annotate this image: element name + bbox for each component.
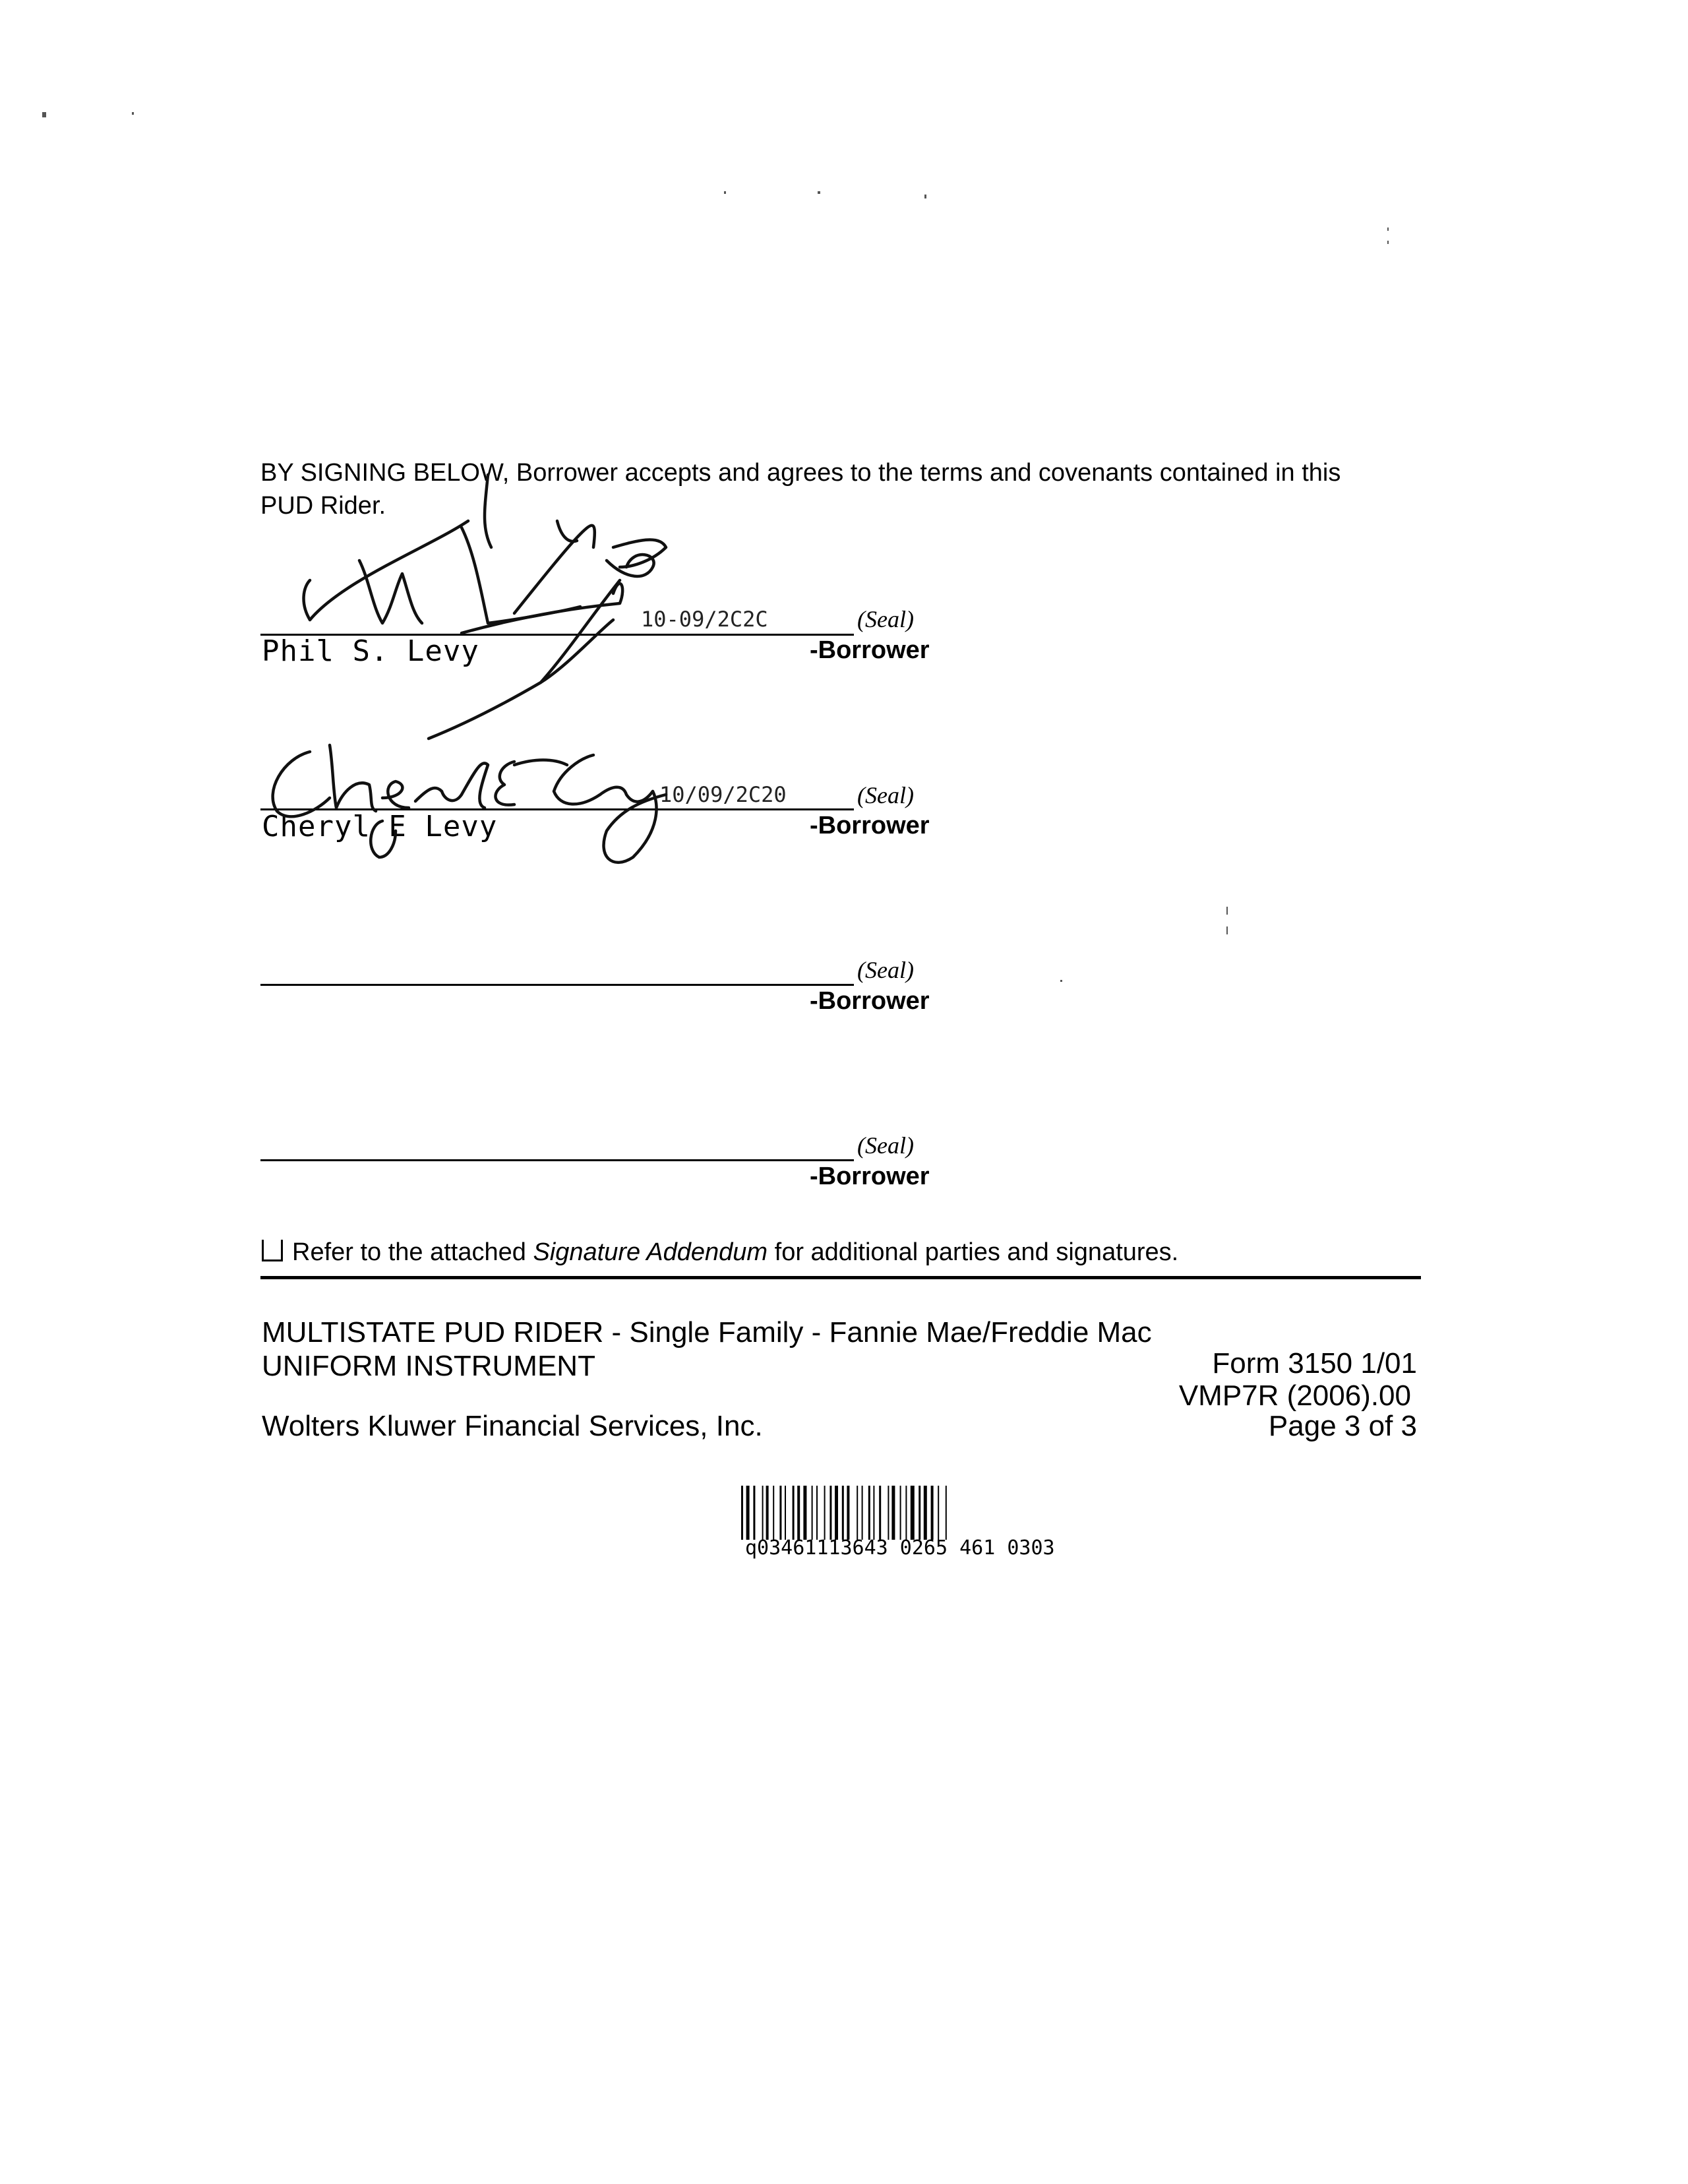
barcode-bar [779, 1486, 781, 1540]
barcode-bar [900, 1486, 901, 1540]
barcode-bar [891, 1486, 895, 1540]
addendum-text-after: for additional parties and signatures. [768, 1238, 1179, 1266]
barcode-bar [938, 1486, 939, 1540]
vmp-code: VMP7R (2006).00 [1178, 1380, 1411, 1412]
scan-speck [132, 112, 134, 115]
page-number: Page 3 of 3 [1268, 1410, 1417, 1442]
barcode-bar [812, 1486, 813, 1540]
barcode-bar [803, 1486, 806, 1540]
barcode-bar [762, 1486, 764, 1540]
scan-speck [1226, 907, 1228, 915]
borrower-name: Phil S. Levy [262, 634, 479, 668]
scan-speck [1060, 980, 1062, 982]
borrower-role-label: -Borrower [810, 987, 930, 1015]
barcode-bar [919, 1486, 920, 1540]
barcode-bar [862, 1486, 863, 1540]
addendum-checkbox[interactable] [262, 1240, 283, 1261]
barcode-bar [857, 1486, 858, 1540]
barcode-bar [785, 1486, 786, 1540]
borrower-role-label: -Borrower [810, 1163, 930, 1190]
barcode-number: q03461113643 0265 461 0303 [745, 1536, 1055, 1560]
barcode-bar [879, 1486, 881, 1540]
barcode-bar [931, 1486, 934, 1540]
barcode-bar [746, 1486, 750, 1540]
publisher: Wolters Kluwer Financial Services, Inc. [262, 1410, 763, 1442]
barcode-bar [829, 1486, 831, 1540]
barcode-bar [873, 1486, 874, 1540]
scan-speck [818, 191, 820, 194]
barcode-bar [868, 1486, 870, 1540]
borrower-role-label: -Borrower [810, 812, 930, 839]
scan-speck [724, 191, 726, 194]
barcode-bar [797, 1486, 800, 1540]
signature-cheryl-levy [273, 745, 666, 863]
signature-addendum-note [262, 1238, 1178, 1267]
barcode-bar [911, 1486, 915, 1540]
barcode-bar [842, 1486, 844, 1540]
scan-speck [924, 195, 926, 198]
barcode-bar [946, 1486, 947, 1540]
barcode-bar [888, 1486, 889, 1540]
borrower-name: Cheryl E Levy [262, 810, 498, 843]
barcode-bar [773, 1486, 774, 1540]
scan-speck [42, 112, 46, 117]
footer-divider [260, 1276, 1421, 1279]
seal-label: (Seal) [857, 957, 914, 983]
seal-label: (Seal) [857, 1132, 914, 1159]
intro-text: Borrower accepts and agrees to the terms and covenants contained in this PUD Rider. [260, 459, 1341, 520]
intro-bold-prefix: BY SIGNING BELOW, [260, 459, 510, 487]
barcode-bar [924, 1486, 927, 1540]
seal-label: (Seal) [857, 606, 914, 632]
scan-speck [1387, 228, 1389, 231]
signature-date: 10-09/2C2C [641, 607, 768, 632]
form-title: MULTISTATE PUD RIDER - Single Family - Fannie Mae/Freddie Mac [262, 1316, 1152, 1349]
barcode-bar [766, 1486, 769, 1540]
barcode-bar [847, 1486, 849, 1540]
barcode-bar [816, 1486, 818, 1540]
barcode-bar [753, 1486, 755, 1540]
intro-paragraph [260, 456, 1395, 522]
signature-date: 10/09/2C20 [659, 782, 787, 807]
seal-label: (Seal) [857, 782, 914, 808]
barcode-bar [824, 1486, 826, 1540]
barcode-bar [793, 1486, 795, 1540]
addendum-text-italic: Signature Addendum [533, 1238, 768, 1266]
barcode-bar [905, 1486, 907, 1540]
form-number: Form 3150 1/01 [1212, 1347, 1417, 1380]
scan-speck [1226, 926, 1228, 934]
barcode-bar [741, 1486, 743, 1540]
barcode [741, 1486, 1196, 1540]
barcode-bar [835, 1486, 838, 1540]
signature-line [260, 1159, 854, 1161]
addendum-text-before: Refer to the attached [292, 1238, 533, 1266]
signature-line [260, 984, 854, 986]
scan-speck [1387, 241, 1389, 244]
borrower-role-label: -Borrower [810, 636, 930, 664]
form-instrument: UNIFORM INSTRUMENT [262, 1350, 595, 1382]
